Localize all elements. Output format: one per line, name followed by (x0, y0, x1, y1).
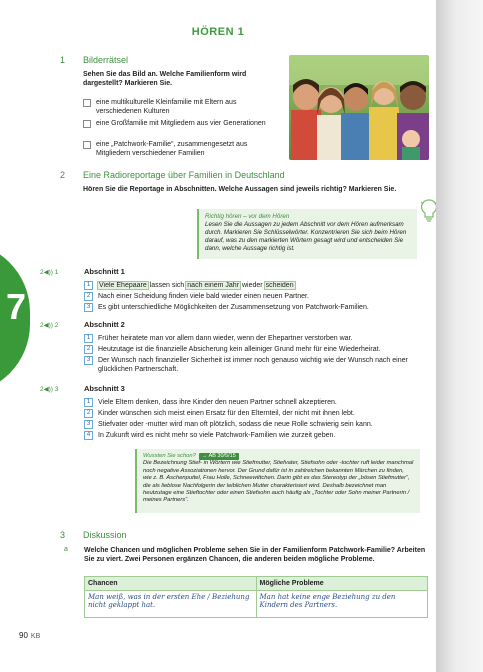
statement-number[interactable]: 4 (84, 431, 93, 440)
section3-number: 3 (60, 530, 66, 540)
statement-number[interactable]: 1 (84, 281, 93, 290)
discussion-table (84, 576, 428, 618)
page-title: HÖREN 1 (191, 26, 245, 38)
abschnitt-3-title: Abschnitt 3 (84, 384, 125, 393)
info-box (135, 449, 420, 513)
option-patchwork[interactable]: eine „Patchwork-Familie“, zusammengesetzt aus Mitgliedern verschiedener Familien (83, 140, 283, 158)
section1-number: 1 (60, 55, 66, 65)
column-header-chancen: Chancen (85, 577, 257, 591)
statement-number[interactable]: 3 (84, 356, 93, 365)
chapter-number: 7 (6, 286, 27, 327)
section2-instruction: Hören Sie die Reportage in Abschnitten. Welche Aussagen sind jeweils richtig? Markieren Sie. (83, 186, 397, 193)
tip-box (197, 209, 417, 259)
footer-label: KB (30, 633, 41, 640)
tip-text: Lesen Sie die Aussagen zu jedem Abschnitt vor dem Hören aufmerksam durch. Markieren Sie Schlüsselwörter. Konzentrieren Sie sich beim Hören darauf, was zu den markierten Wörtern gesagt wird und entscheiden Sie dann, welche Aussage richtig ist. (205, 221, 407, 252)
option-grossfamilie[interactable]: eine Großfamilie mit Mitgliedern aus vier Generationen (83, 119, 283, 128)
section3-heading: Diskussion (83, 530, 127, 540)
section3-instruction: Welche Chancen und möglichen Probleme sehen Sie in der Familienform Patchwork-Familie? Arbeiten Sie zu viert. Zwei Personen ergänzen Chancen, die anderen beiden mögliche Probleme. (84, 547, 426, 563)
book-gutter-shadow (436, 0, 483, 672)
handwritten-answer[interactable]: Man weiß, was in der ersten Ehe / Beziehung nicht geklappt hat. (85, 591, 257, 618)
statement-1-1: 1 Viele Ehepaare lassen sich nach einem Jahr wieder scheiden. (84, 281, 424, 290)
option-multikulturell[interactable]: eine multikulturelle Kleinfamilie mit Eltern aus verschiedenen Kulturen (83, 98, 283, 116)
column-header-probleme: Mögliche Probleme (256, 577, 428, 591)
section2-number: 2 (60, 170, 66, 180)
audio-track-3[interactable]: 2◀)) 3 (40, 386, 59, 393)
statement-number[interactable]: 3 (84, 303, 93, 312)
page-footer (19, 631, 40, 640)
statement-number[interactable]: 2 (84, 292, 93, 301)
statement-3-3: 3 Stiefvater oder -mutter wird man oft plötzlich, sodass die neue Rolle schwierig sein kann. (84, 420, 424, 429)
info-title: Wussten Sie schon? (143, 453, 196, 459)
subtask-letter: a (64, 546, 68, 553)
section1-heading: Bilderrätsel (83, 55, 129, 65)
lightbulb-icon (420, 198, 436, 226)
handwritten-answer[interactable]: Man hat keine enge Beziehung zu den Kindern des Partners. (256, 591, 428, 618)
section2-heading: Eine Radioreportage über Familien in Deutschland (83, 170, 285, 180)
statement-3-4: 4 In Zukunft wird es nicht mehr so viele Patchwork-Familien wie zurzeit geben. (84, 431, 424, 440)
table-header-row (85, 577, 428, 591)
checkbox[interactable] (83, 120, 91, 128)
audio-track-1[interactable]: 2◀)) 1 (40, 269, 59, 276)
statement-1-3: 3 Es gibt unterschiedliche Möglichkeiten der Zusammensetzung von Patchwork-Familien. (84, 303, 424, 312)
statement-number[interactable]: 1 (84, 334, 93, 343)
statement-number[interactable]: 1 (84, 398, 93, 407)
checkbox[interactable] (83, 141, 91, 149)
abschnitt-1-title: Abschnitt 1 (84, 267, 125, 276)
checkbox[interactable] (83, 99, 91, 107)
statement-number[interactable]: 3 (84, 420, 93, 429)
tip-title: Richtig hören – vor dem Hören (205, 213, 290, 220)
chapter-tab (0, 242, 30, 394)
statement-2-2: 2 Heutzutage ist die finanzielle Absicherung kein alleiniger Grund mehr für eine Wiederheirat. (84, 345, 424, 354)
page-number: 90 (19, 631, 28, 640)
statement-2-3: 3 Der Wunsch nach finanzieller Sicherheit ist immer noch genauso wichtig wie der Wunsch nach einer glücklichen Partnerschaft. (84, 356, 424, 374)
statement-1-2: 2 Nach einer Scheidung finden viele bald wieder einen neuen Partner. (84, 292, 424, 301)
table-row (85, 591, 428, 618)
info-text: Die Bezeichnung Stief- in Wörtern wie Stiefmutter, Stiefvater, Stiefsohn oder -tochter ruft leider manchmal noch negative Assoziationen hervor. Der Grund dafür ist in zahlreichen bekannten Märchen zu finden, wie z. B. Aschenputtel, Frau Holle, Schneewittchen. Darin gibt es das Stereotyp der „bösen Stiefmutter“, die als lieblose Nachfolgerin der leiblichen Mutter charakterisiert wird. Deshalb bezeichnet man heutzutage eine Stieftochter oder einen Stiefsohn auch häufig als „Tochter oder Sohn meiner Partnerin / meines Partners“. (143, 460, 414, 504)
audio-track-2[interactable]: 2◀)) 2 (40, 322, 59, 329)
statement-number[interactable]: 2 (84, 345, 93, 354)
family-photo (289, 55, 429, 160)
abschnitt-2-title: Abschnitt 2 (84, 320, 125, 329)
workbook-reference-badge: → AB 30/5/15 (199, 453, 239, 460)
statement-2-1: 1 Früher heiratete man vor allem dann wieder, wenn der Ehepartner verstorben war. (84, 334, 424, 343)
statement-number[interactable]: 2 (84, 409, 93, 418)
section1-instruction: Sehen Sie das Bild an. Welche Familienform wird dargestellt? Markieren Sie. (83, 71, 247, 87)
statement-3-2: 2 Kinder wünschen sich meist einen Ersatz für den Elternteil, der nicht mit ihnen lebt. (84, 409, 424, 418)
statement-3-1: 1 Viele Eltern denken, dass ihre Kinder den neuen Partner schnell akzeptieren. (84, 398, 424, 407)
